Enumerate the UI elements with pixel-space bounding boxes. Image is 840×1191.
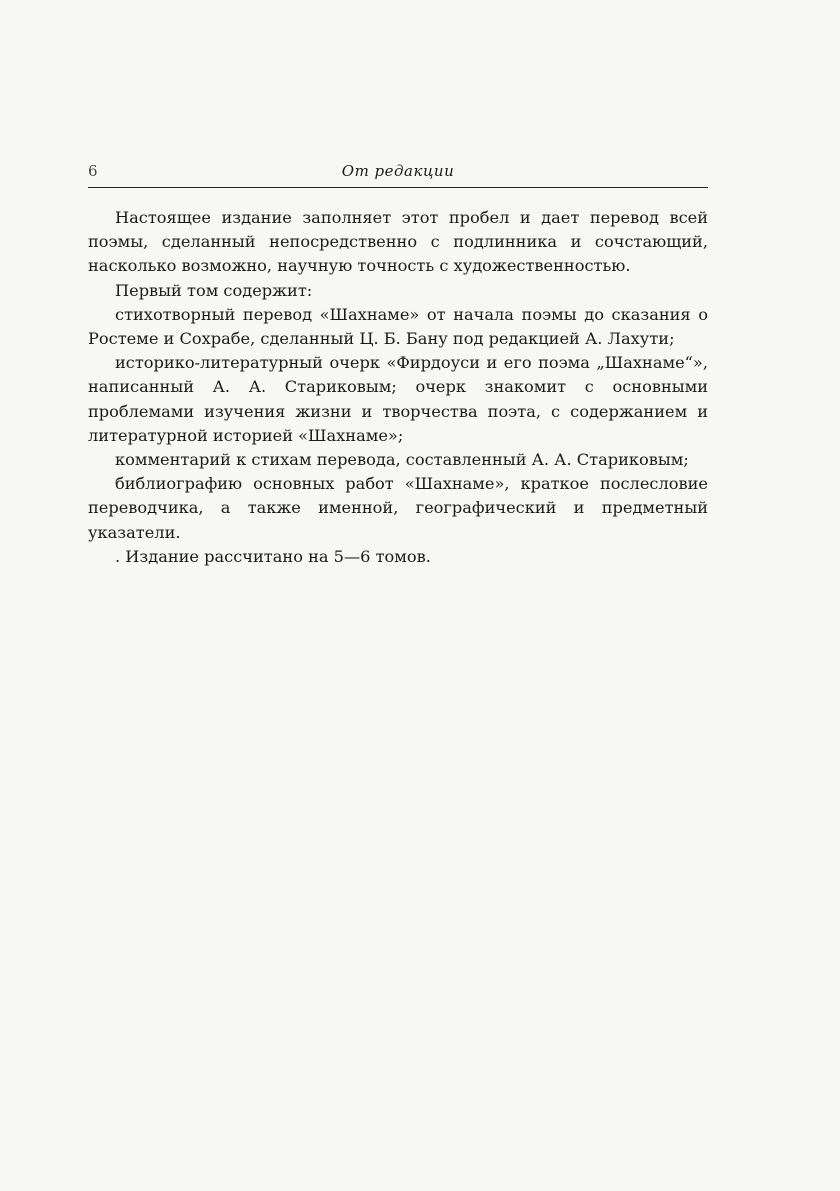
paragraph-bibliography: библиографию основных работ «Шахнаме», краткое послесловие переводчика, а также именной, географический и предметный указатели. xyxy=(88,474,708,542)
paragraph-contents-heading: Первый том содержит: xyxy=(115,280,313,300)
page-number: 6 xyxy=(88,162,98,180)
paragraph-historical-essay: историко-литературный очерк «Фирдоуси и его поэма „Шахнаме“», написанный А. А. Стариковым; очерк знакомит с основными проблемами изучения жизни и творчества поэта, с содержанием и литературной историей «Шахнаме»; xyxy=(88,353,708,445)
paragraph-volumes-note: . Издание рассчитано на 5—6 томов. xyxy=(115,546,431,566)
paragraph-intro: Настоящее издание заполняет этот пробел и дает перевод всей поэмы, сделанный непосредственно с подлинника и сочстающий, насколько возможно, научную точность с художественностью. xyxy=(88,208,708,276)
body-text xyxy=(88,206,708,569)
paragraph-verse-translation: стихотворный перевод «Шахнаме» от начала поэмы до сказания о Ростеме и Сохрабе, сделанный Ц. Б. Бану под редакцией А. Лахути; xyxy=(88,304,708,349)
header-rule xyxy=(88,187,708,188)
page-header xyxy=(88,160,708,188)
paragraph-commentary: комментарий к стихам перевода, составленный А. А. Стариковым; xyxy=(115,450,689,470)
running-title: От редакции xyxy=(341,162,455,180)
